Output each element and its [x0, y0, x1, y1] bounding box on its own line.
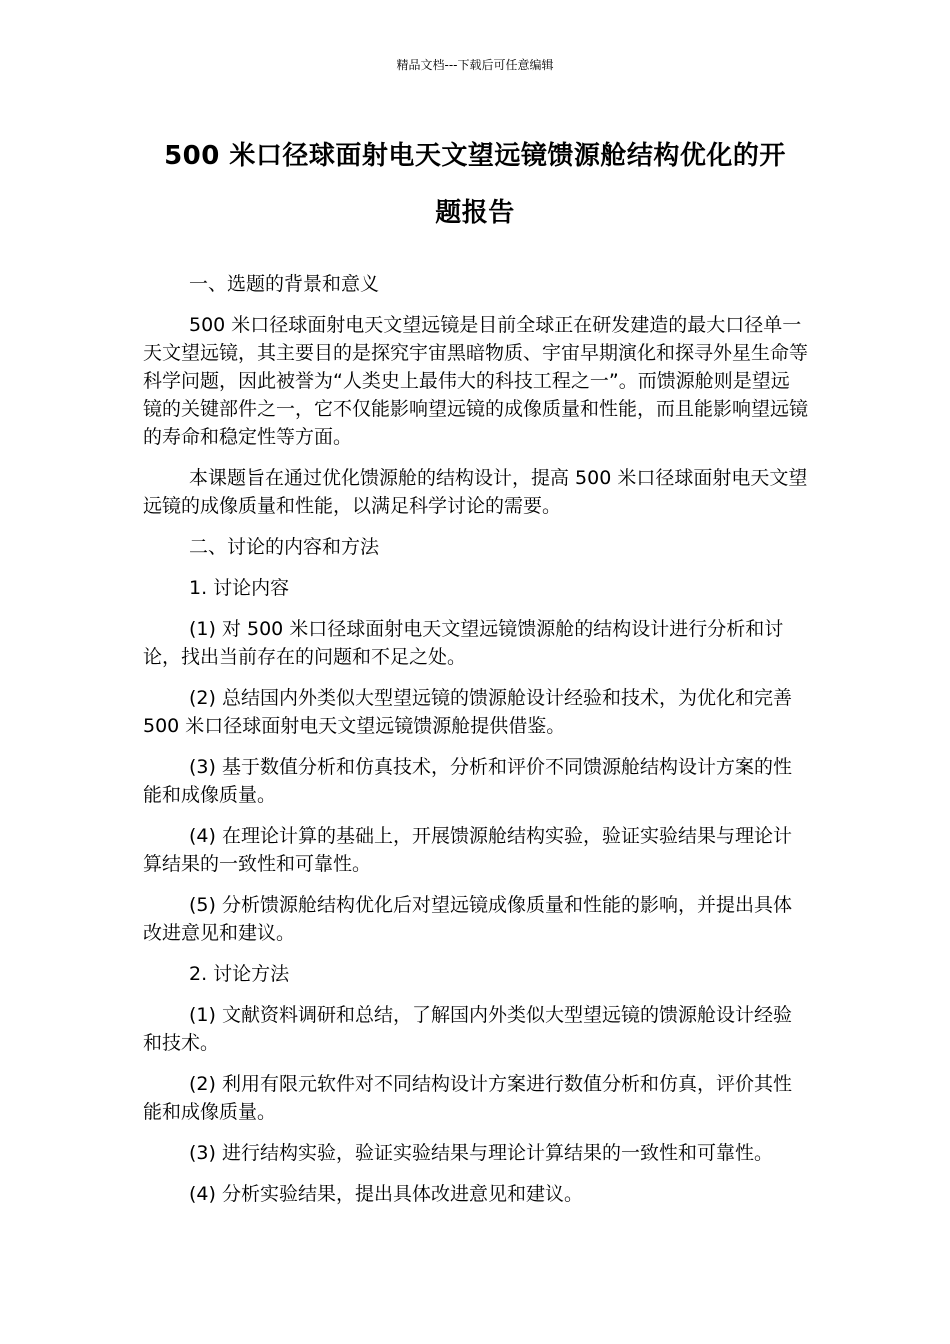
- document-body: [143, 270, 808, 1221]
- document-title-line-1: 500 米口径球面射电天文望远镜馈源舱结构优化的开: [164, 141, 786, 171]
- section-1-heading: 一、选题的背景和意义: [189, 273, 380, 295]
- content-item-2: (2) 总结国内外类似大型望远镜的馈源舱设计经验和技术，为优化和完善 500 米口径球面射电天文望远镜馈源舱提供借鉴。: [143, 687, 792, 737]
- header-note: 精品文档---下载后可任意编辑: [396, 58, 554, 72]
- method-item-2: (2) 利用有限元软件对不同结构设计方案进行数值分析和仿真，评价其性能和成像质量。: [143, 1073, 792, 1123]
- section-1-paragraph-2: 本课题旨在通过优化馈源舱的结构设计，提高 500 米口径球面射电天文望远镜的成像质量和性能，以满足科学讨论的需要。: [143, 467, 808, 517]
- content-item-3: (3) 基于数值分析和仿真技术，分析和评价不同馈源舱结构设计方案的性能和成像质量。: [143, 756, 792, 806]
- document-title-line-2: 题报告: [435, 198, 515, 228]
- method-item-1: (1) 文献资料调研和总结，了解国内外类似大型望远镜的馈源舱设计经验和技术。: [143, 1004, 792, 1054]
- method-item-3: (3) 进行结构实验，验证实验结果与理论计算结果的一致性和可靠性。: [189, 1142, 773, 1164]
- section-2-subheading-method: 2. 讨论方法: [189, 963, 290, 985]
- section-2-heading: 二、讨论的内容和方法: [189, 536, 380, 558]
- content-item-1: (1) 对 500 米口径球面射电天文望远镜馈源舱的结构设计进行分析和讨论，找出当前存在的问题和不足之处。: [143, 618, 784, 668]
- method-item-4: (4) 分析实验结果，提出具体改进意见和建议。: [189, 1183, 583, 1205]
- content-item-5: (5) 分析馈源舱结构优化后对望远镜成像质量和性能的影响，并提出具体改进意见和建议。: [143, 894, 792, 944]
- section-1-paragraph-1: 500 米口径球面射电天文望远镜是目前全球正在研发建造的最大口径单一天文望远镜，其主要目的是探究宇宙黑暗物质、宇宙早期演化和探寻外星生命等科学问题，因此被誉为“人类史上最伟大的科技工程之一”。而馈源舱则是望远镜的关键部件之一，它不仅能影响望远镜的成像质量和性能，而且能影响望远镜的寿命和稳定性等方面。: [143, 314, 809, 448]
- section-2-subheading-content: 1. 讨论内容: [189, 577, 290, 599]
- content-item-4: (4) 在理论计算的基础上，开展馈源舱结构实验，验证实验结果与理论计算结果的一致性和可靠性。: [143, 825, 792, 875]
